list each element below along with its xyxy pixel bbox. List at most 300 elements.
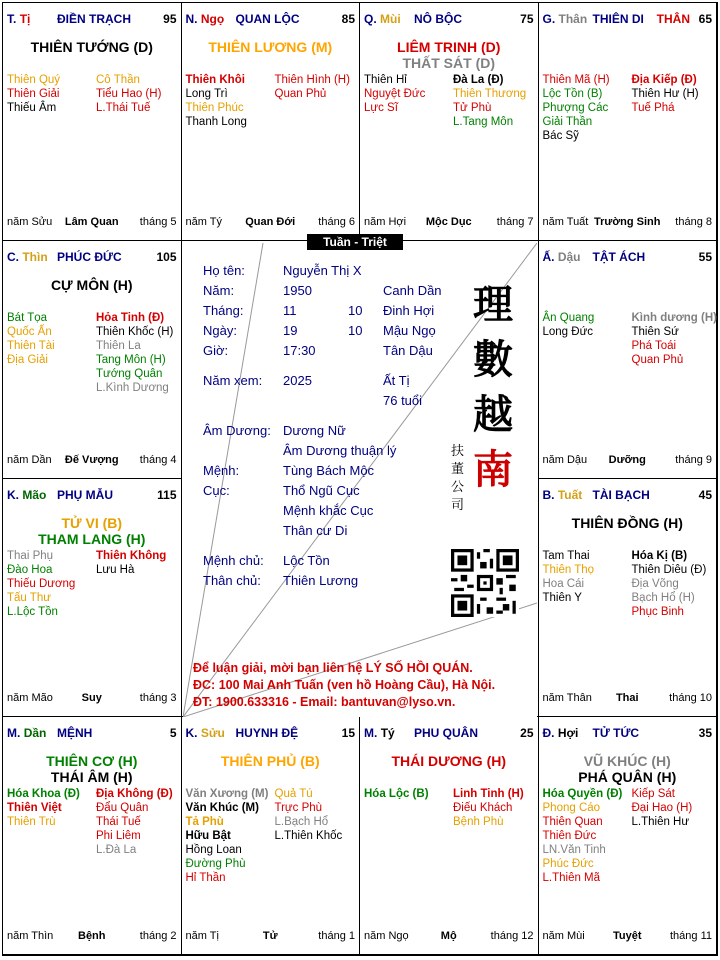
minor-star: Nguyệt Đức bbox=[364, 88, 426, 100]
minor-star: Thiên Phúc bbox=[185, 102, 244, 114]
palace-month: tháng 8 bbox=[675, 216, 712, 228]
minor-star: Tử Phù bbox=[453, 102, 492, 114]
minor-star: Văn Xương (M) bbox=[185, 788, 269, 800]
palace-header bbox=[7, 726, 177, 742]
minor-star: Đào Hoa bbox=[7, 564, 53, 576]
palace-year: năm Mão bbox=[7, 692, 53, 704]
minor-star: Quả Tú bbox=[274, 788, 313, 800]
minor-star: Thiên Sứ bbox=[631, 326, 679, 338]
palace-footer bbox=[543, 930, 713, 944]
minor-star: Long Trì bbox=[185, 88, 228, 100]
major-star: VŨ KHÚC (H) bbox=[583, 753, 671, 769]
palace-position bbox=[7, 250, 48, 264]
minor-star: Đường Phù bbox=[185, 858, 246, 870]
label-thanchu: Thân chủ: bbox=[203, 573, 261, 588]
palace-year: năm Tị bbox=[185, 930, 219, 942]
palace-footer bbox=[543, 692, 713, 706]
value-thang-can: Đinh Hợi bbox=[383, 303, 435, 318]
contact-line-3: ĐT: 1900.633316 - Email: bantuvan@lyso.vn. bbox=[193, 695, 456, 709]
palace-branch: Tuất bbox=[557, 488, 583, 502]
palace-footer bbox=[364, 930, 534, 944]
palace-footer bbox=[7, 930, 177, 944]
palace-month: tháng 3 bbox=[139, 692, 177, 704]
palace-year: năm Mùi bbox=[542, 930, 585, 942]
minor-star: Thiên Hư (H) bbox=[631, 88, 699, 100]
minor-stars-right bbox=[96, 311, 186, 395]
palace-header bbox=[364, 726, 534, 742]
minor-stars-left bbox=[543, 549, 633, 605]
palace-position bbox=[543, 488, 583, 502]
minor-star: L.Lộc Tồn bbox=[7, 606, 58, 618]
palace-header bbox=[543, 12, 713, 28]
calligraphy-char-2: 數 bbox=[473, 336, 513, 383]
minor-star: L.Thiên Hư bbox=[631, 816, 690, 828]
major-star: THIÊN TƯỚNG (D) bbox=[30, 39, 153, 55]
value-ngay-lunar: 10 bbox=[348, 323, 363, 338]
value-ngay-can: Mậu Ngọ bbox=[383, 323, 436, 338]
minor-star: Thai Phụ bbox=[7, 550, 54, 562]
minor-star: Cô Thần bbox=[96, 74, 140, 86]
palace-prefix: C. bbox=[7, 250, 19, 264]
palace-position bbox=[543, 250, 581, 264]
palace-prefix: Đ. bbox=[542, 726, 555, 740]
value-nam-can: Canh Dần bbox=[383, 283, 442, 298]
minor-star: L.Tang Môn bbox=[453, 116, 514, 128]
minor-stars-right bbox=[632, 73, 720, 115]
value-menhchu: Lộc Tồn bbox=[283, 553, 330, 568]
minor-star: Thiên Giải bbox=[7, 88, 60, 100]
calligraphy-small-2: 董 bbox=[451, 462, 465, 477]
palace-year: năm Dậu bbox=[542, 454, 588, 466]
palace-number: 55 bbox=[698, 250, 712, 264]
minor-stars-right bbox=[96, 787, 186, 857]
palace-stage: Dưỡng bbox=[608, 454, 646, 466]
minor-star: Bác Sỹ bbox=[542, 130, 579, 142]
palace-cell-tuat bbox=[538, 478, 718, 717]
palace-number: 65 bbox=[698, 12, 712, 26]
minor-star: Thiên Việt bbox=[7, 802, 62, 814]
value-menh: Tùng Bách Mộc bbox=[283, 463, 375, 478]
palace-prefix: Ấ. bbox=[542, 250, 555, 264]
palace-footer bbox=[7, 454, 177, 468]
minor-star: Thiên Hỉ bbox=[364, 74, 407, 86]
qr-code-icon bbox=[451, 549, 519, 617]
palace-name: TỬ TỨC bbox=[592, 726, 640, 740]
minor-star: Thiên Hình (H) bbox=[274, 74, 350, 86]
major-star: THIÊN PHỦ (B) bbox=[220, 753, 320, 769]
palace-footer bbox=[543, 216, 713, 230]
palace-footer bbox=[186, 216, 356, 230]
palace-stage: Mộc Dục bbox=[425, 216, 472, 228]
palace-prefix: K. bbox=[185, 726, 198, 740]
palace-number: 15 bbox=[341, 726, 355, 740]
value-namxem-can: Ất Tị bbox=[383, 373, 410, 388]
center-panel bbox=[183, 243, 537, 717]
palace-position bbox=[7, 488, 46, 502]
palace-stage: Suy bbox=[81, 692, 102, 704]
minor-stars-left bbox=[7, 73, 97, 115]
palace-branch: Dần bbox=[23, 726, 47, 740]
minor-star: Thanh Long bbox=[185, 116, 247, 128]
minor-star: L.Thái Tuế bbox=[96, 102, 151, 114]
minor-star: Thiên Khốc (H) bbox=[96, 326, 174, 338]
label-namxem: Năm xem: bbox=[203, 373, 263, 388]
palace-prefix: Q. bbox=[364, 12, 377, 26]
palace-year: năm Tý bbox=[185, 216, 222, 228]
minor-star: Quốc Ấn bbox=[7, 326, 52, 338]
minor-star: Thiếu Dương bbox=[7, 578, 76, 590]
value-cuc3: Thân cư Di bbox=[283, 523, 348, 538]
minor-stars-right bbox=[275, 787, 365, 843]
calligraphy-char-4: 南 bbox=[473, 446, 513, 493]
calligraphy-small-3: 公 bbox=[451, 480, 465, 495]
palace-stage: Mộ bbox=[440, 930, 457, 942]
palace-prefix: M. bbox=[364, 726, 378, 740]
value-amduong2: Âm Dương thuận lý bbox=[283, 443, 397, 458]
palace-branch: Thìn bbox=[22, 250, 48, 264]
minor-stars-left bbox=[543, 73, 633, 143]
palace-year: năm Thân bbox=[542, 692, 592, 704]
palace-cell-mao bbox=[2, 478, 182, 717]
minor-stars-left bbox=[364, 787, 454, 801]
major-star: THÁI ÂM (H) bbox=[50, 769, 133, 785]
value-thang: 11 bbox=[283, 303, 297, 318]
minor-star: Thiên Không bbox=[96, 550, 167, 562]
label-nam: Năm: bbox=[203, 283, 235, 298]
minor-star: Phong Cáo bbox=[542, 802, 601, 814]
value-namxem: 2025 bbox=[283, 373, 312, 388]
palace-header bbox=[7, 250, 177, 266]
minor-star: Tang Môn (H) bbox=[96, 354, 166, 366]
palace-name: TÀI BẠCH bbox=[592, 488, 650, 502]
major-star: THIÊN ĐỒNG (H) bbox=[571, 515, 683, 531]
minor-star: Hỏa Tinh (Đ) bbox=[96, 312, 165, 324]
palace-month: tháng 10 bbox=[669, 692, 712, 704]
palace-prefix: K. bbox=[7, 488, 19, 502]
palace-header bbox=[364, 12, 534, 28]
minor-star: Văn Khúc (M) bbox=[185, 802, 259, 814]
palace-footer bbox=[186, 930, 356, 944]
minor-star: Phục Binh bbox=[631, 606, 684, 618]
palace-footer bbox=[364, 216, 534, 230]
minor-star: Thiên Khôi bbox=[185, 74, 245, 86]
minor-stars-left bbox=[543, 787, 633, 885]
minor-star: L.Kình Dương bbox=[96, 382, 169, 394]
palace-header bbox=[543, 488, 713, 504]
calligraphy-char-3: 越 bbox=[473, 391, 513, 438]
minor-star: Địa Võng bbox=[631, 578, 679, 590]
major-star: THAM LANG (H) bbox=[38, 531, 146, 547]
label-gio: Giờ: bbox=[203, 343, 229, 358]
palace-stage: Tuyệt bbox=[612, 930, 642, 942]
palace-month: tháng 2 bbox=[139, 930, 177, 942]
palace-stage: Lâm Quan bbox=[64, 216, 119, 228]
value-tuoi: 76 tuổi bbox=[383, 393, 423, 408]
minor-stars-right bbox=[453, 787, 543, 829]
minor-stars-left bbox=[7, 311, 97, 367]
palace-cell-ngo bbox=[181, 2, 361, 241]
minor-star: LN.Văn Tinh bbox=[542, 844, 606, 856]
minor-star: Phá Toái bbox=[631, 340, 677, 352]
palace-number: 5 bbox=[169, 726, 177, 740]
minor-star: Hóa Lộc (B) bbox=[364, 788, 429, 800]
minor-star: Linh Tinh (H) bbox=[453, 788, 524, 800]
minor-star: Thiên Đức bbox=[542, 830, 597, 842]
palace-month: tháng 6 bbox=[318, 216, 355, 228]
minor-star: Tam Thai bbox=[542, 550, 590, 562]
than-label: THÂN bbox=[656, 12, 690, 26]
calligraphy-small bbox=[451, 443, 465, 515]
palace-name: PHÚC ĐỨC bbox=[57, 250, 122, 264]
palace-year: năm Ngọ bbox=[364, 930, 409, 942]
value-gio-can: Tân Dậu bbox=[383, 343, 433, 358]
label-menhchu: Mệnh chủ: bbox=[203, 553, 264, 568]
palace-year: năm Sửu bbox=[7, 216, 53, 228]
palace-cell-hoi bbox=[538, 716, 718, 955]
palace-number: 75 bbox=[520, 12, 534, 26]
palace-number: 115 bbox=[157, 488, 177, 502]
minor-star: Tuế Phá bbox=[631, 102, 675, 114]
minor-star: Quan Phủ bbox=[631, 354, 684, 366]
minor-star: Bạch Hổ (H) bbox=[631, 592, 695, 604]
value-thang-lunar: 10 bbox=[348, 303, 363, 318]
palace-name: QUAN LỘC bbox=[235, 12, 300, 26]
palace-month: tháng 1 bbox=[318, 930, 355, 942]
value-ngay: 19 bbox=[283, 323, 298, 338]
palace-number: 105 bbox=[156, 250, 177, 264]
palace-cell-mui bbox=[359, 2, 539, 241]
minor-star: Phi Liêm bbox=[96, 830, 141, 842]
minor-star: Lực Sĩ bbox=[364, 102, 398, 114]
value-thanchu: Thiên Lương bbox=[283, 573, 359, 588]
minor-star: Thái Tuế bbox=[96, 816, 141, 828]
minor-star: Lưu Hà bbox=[96, 564, 135, 576]
palace-year: năm Tuất bbox=[542, 216, 589, 228]
minor-stars-left bbox=[7, 549, 97, 619]
palace-month: tháng 4 bbox=[139, 454, 177, 466]
minor-star: L.Bạch Hổ bbox=[274, 816, 329, 828]
palace-stage: Trường Sinh bbox=[593, 216, 661, 228]
palace-name: PHỤ MẪU bbox=[57, 488, 113, 502]
minor-star: Tấu Thư bbox=[7, 592, 51, 604]
label-thang: Tháng: bbox=[203, 303, 244, 318]
minor-star: Long Đức bbox=[542, 326, 594, 338]
minor-star: Thiên Quý bbox=[7, 74, 61, 86]
calligraphy-char-1: 理 bbox=[473, 281, 513, 328]
palace-cell-suu bbox=[181, 716, 361, 955]
palace-month: tháng 12 bbox=[490, 930, 534, 942]
minor-star: Kiếp Sát bbox=[631, 788, 675, 800]
palace-position bbox=[186, 726, 225, 740]
minor-star: L.Đà La bbox=[96, 844, 137, 856]
value-gio: 17:30 bbox=[283, 343, 316, 358]
palace-stage: Tử bbox=[262, 930, 278, 942]
minor-star: Hỉ Thần bbox=[185, 872, 226, 884]
palace-branch: Sửu bbox=[200, 726, 225, 740]
minor-star: Phúc Đức bbox=[542, 858, 594, 870]
palace-branch: Tị bbox=[19, 12, 31, 26]
minor-star: Thiên Tài bbox=[7, 340, 55, 352]
label-menh: Mệnh: bbox=[203, 463, 240, 478]
palace-stage: Quan Đới bbox=[245, 216, 296, 228]
minor-stars-right bbox=[632, 311, 720, 367]
value-amduong: Dương Nữ bbox=[283, 423, 346, 438]
minor-star: Hồng Loan bbox=[185, 844, 242, 856]
tuan-triet-label: Tuần - Triệt bbox=[307, 234, 403, 250]
palace-branch: Ngọ bbox=[200, 12, 225, 26]
minor-star: Bệnh Phù bbox=[453, 816, 504, 828]
palace-position bbox=[364, 726, 395, 740]
minor-stars-left bbox=[186, 787, 276, 885]
palace-position bbox=[543, 12, 588, 26]
label-hoten: Họ tên: bbox=[203, 263, 245, 278]
minor-star: Kình dương (H) bbox=[631, 312, 717, 324]
minor-star: Thiên Thọ bbox=[542, 564, 595, 576]
minor-star: Địa Không (Đ) bbox=[96, 788, 173, 800]
minor-star: Phượng Các bbox=[542, 102, 609, 114]
minor-star: Ân Quang bbox=[542, 312, 595, 324]
value-hoten: Nguyễn Thị X bbox=[283, 263, 362, 278]
palace-prefix: M. bbox=[7, 726, 21, 740]
calligraphy-small-1: 扶 bbox=[451, 444, 465, 459]
palace-cell-thin bbox=[2, 240, 182, 479]
palace-year: năm Hợi bbox=[364, 216, 407, 228]
palace-cell-than bbox=[538, 2, 718, 241]
palace-branch: Mùi bbox=[380, 12, 401, 26]
major-star: THẤT SÁT (D) bbox=[402, 55, 496, 71]
palace-cell-ty bbox=[359, 716, 539, 955]
palace-header bbox=[543, 250, 713, 266]
minor-star: Hoa Cái bbox=[542, 578, 585, 590]
palace-name: THIÊN DI bbox=[592, 12, 644, 26]
minor-stars-right bbox=[275, 73, 365, 101]
palace-number: 95 bbox=[163, 12, 177, 26]
palace-branch: Mão bbox=[22, 488, 47, 502]
palace-branch: Dậu bbox=[557, 250, 581, 264]
minor-star: Đẩu Quân bbox=[96, 802, 149, 814]
minor-stars-right bbox=[632, 549, 720, 619]
palace-year: năm Dần bbox=[7, 454, 52, 466]
palace-month: tháng 9 bbox=[675, 454, 712, 466]
palace-position bbox=[7, 12, 30, 26]
palace-cell-dau bbox=[538, 240, 718, 479]
minor-star: Thiên La bbox=[96, 340, 141, 352]
palace-position bbox=[186, 12, 225, 26]
label-cuc: Cục: bbox=[203, 483, 230, 498]
minor-star: Tiểu Hao (H) bbox=[96, 88, 162, 100]
minor-star: Tướng Quân bbox=[96, 368, 163, 380]
major-star: THIÊN CƠ (H) bbox=[46, 753, 138, 769]
palace-stage: Đế Vượng bbox=[64, 454, 119, 466]
palace-position bbox=[7, 726, 46, 740]
minor-stars-left bbox=[186, 73, 276, 129]
minor-star: Điếu Khách bbox=[453, 802, 513, 814]
label-amduong: Âm Dương: bbox=[203, 423, 271, 438]
minor-star: Thiên Trù bbox=[7, 816, 56, 828]
palace-number: 25 bbox=[520, 726, 534, 740]
minor-stars-right bbox=[96, 549, 186, 577]
palace-stage: Bệnh bbox=[78, 930, 106, 942]
palace-year: năm Thìn bbox=[7, 930, 54, 942]
minor-star: Lộc Tồn (B) bbox=[542, 88, 603, 100]
minor-star: Hữu Bật bbox=[185, 830, 231, 842]
palace-month: tháng 7 bbox=[496, 216, 534, 228]
palace-name: ĐIỀN TRẠCH bbox=[57, 12, 131, 26]
palace-name: HUYNH ĐỆ bbox=[235, 726, 299, 740]
palace-header bbox=[186, 726, 356, 742]
palace-cell-ti bbox=[2, 2, 182, 241]
minor-star: L.Thiên Mã bbox=[542, 872, 601, 884]
minor-stars-left bbox=[7, 787, 97, 829]
contact-line-1: Để luận giải, mời bạn liên hệ LÝ SỐ HỒI QUÁN. bbox=[193, 661, 473, 675]
minor-star: Đại Hao (H) bbox=[631, 802, 693, 814]
minor-star: Địa Giải bbox=[7, 354, 48, 366]
minor-star: Hóa Quyền (Đ) bbox=[542, 788, 623, 800]
minor-stars-left bbox=[543, 311, 633, 339]
minor-star: Tả Phù bbox=[185, 816, 224, 828]
contact-line-2: ĐC: 100 Mai Anh Tuấn (ven hồ Hoàng Cầu), Hà Nội. bbox=[193, 678, 496, 692]
minor-star: Địa Kiếp (Đ) bbox=[631, 74, 697, 86]
minor-stars-right bbox=[96, 73, 186, 115]
minor-star: Bát Tọa bbox=[7, 312, 48, 324]
palace-position bbox=[543, 726, 579, 740]
palace-name: NÔ BỘC bbox=[414, 12, 462, 26]
minor-star: Giải Thần bbox=[542, 116, 593, 128]
palace-month: tháng 11 bbox=[669, 930, 712, 942]
calligraphy-small-4: 司 bbox=[451, 498, 465, 513]
major-star: PHÁ QUÂN (H) bbox=[578, 769, 677, 785]
palace-footer bbox=[7, 692, 177, 706]
minor-stars-right bbox=[632, 787, 720, 829]
palace-name: MỆNH bbox=[57, 726, 93, 740]
palace-stage: Thai bbox=[615, 692, 639, 704]
value-cuc: Thổ Ngũ Cục bbox=[283, 483, 360, 498]
minor-star: Thiên Mã (H) bbox=[542, 74, 610, 86]
major-star: THÁI DƯƠNG (H) bbox=[391, 753, 507, 769]
palace-number: 45 bbox=[698, 488, 712, 502]
minor-star: Thiên Thương bbox=[453, 88, 527, 100]
palace-footer bbox=[543, 454, 713, 468]
major-star: TỬ VI (B) bbox=[61, 515, 123, 531]
palace-header bbox=[7, 12, 177, 28]
minor-star: Thiếu Âm bbox=[7, 102, 57, 114]
palace-prefix: G. bbox=[542, 12, 556, 26]
major-star: THIÊN LƯƠNG (M) bbox=[208, 39, 333, 55]
minor-stars-left bbox=[364, 73, 454, 115]
value-cuc2: Mệnh khắc Cục bbox=[283, 503, 374, 518]
minor-stars-right bbox=[453, 73, 543, 129]
minor-star: Hóa Khoa (Đ) bbox=[7, 788, 80, 800]
palace-number: 85 bbox=[341, 12, 355, 26]
minor-star: Thiên Diêu (Đ) bbox=[631, 564, 707, 576]
palace-branch: Thân bbox=[558, 12, 588, 26]
label-ngay: Ngày: bbox=[203, 323, 237, 338]
major-star: CỰ MÔN (H) bbox=[50, 277, 133, 293]
palace-month: tháng 5 bbox=[139, 216, 177, 228]
minor-star: L.Thiên Khốc bbox=[274, 830, 343, 842]
palace-position bbox=[364, 12, 401, 26]
palace-name: PHU QUÂN bbox=[414, 726, 479, 740]
palace-branch: Hợi bbox=[557, 726, 579, 740]
palace-cell-dan bbox=[2, 716, 182, 955]
palace-prefix: N. bbox=[185, 12, 198, 26]
palace-header bbox=[543, 726, 713, 742]
value-nam: 1950 bbox=[283, 283, 312, 298]
palace-header bbox=[186, 12, 356, 28]
palace-branch: Tý bbox=[380, 726, 395, 740]
palace-prefix: B. bbox=[542, 488, 555, 502]
major-star: LIÊM TRINH (D) bbox=[397, 39, 501, 55]
